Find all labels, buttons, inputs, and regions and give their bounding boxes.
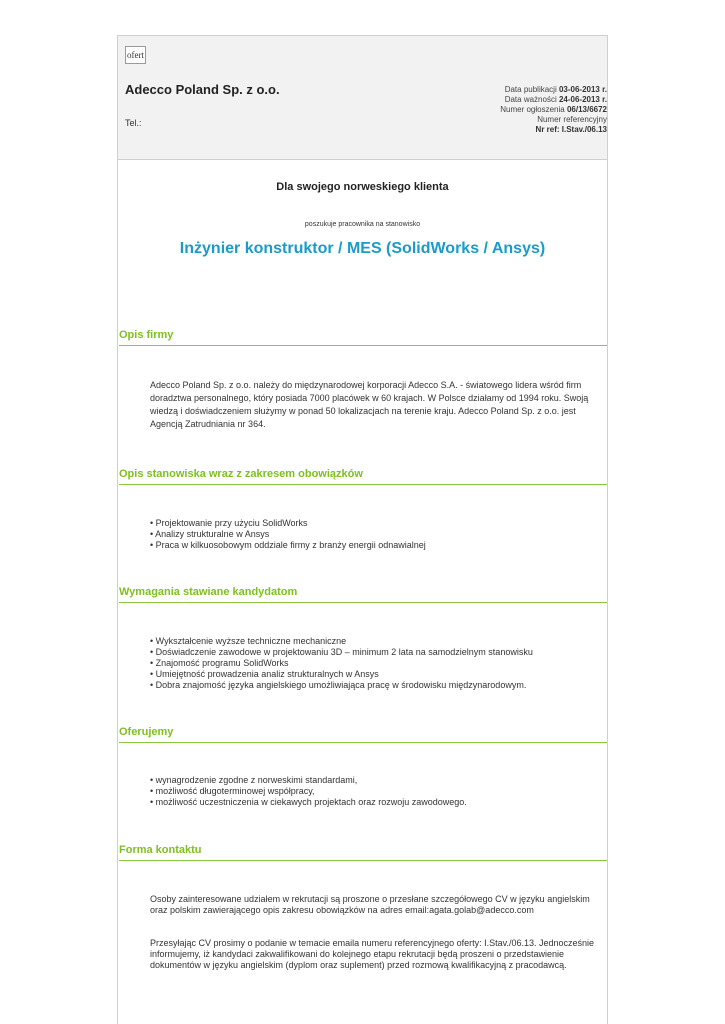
publication-date: Data publikacji 03-06-2013 r. (504, 85, 607, 94)
list-item: • możliwość uczestniczenia w ciekawych projektach oraz rozwoju zawodowego. (150, 797, 605, 808)
offer-list (150, 775, 605, 808)
list-item: • Umiejętność prowadzenia analiz strukturalnych w Ansys (150, 669, 605, 680)
section-title-company: Opis firmy (119, 329, 607, 346)
section-title-requirements: Wymagania stawiane kandydatom (119, 586, 607, 603)
job-title: Inżynier konstruktor / MES (SolidWorks / Ansys) (179, 240, 546, 257)
list-item: • Analizy strukturalne w Ansys (150, 529, 605, 540)
offer-number: Numer ogłoszenia 06/13/6672 (500, 105, 607, 114)
company-name: Adecco Poland Sp. z o.o. (125, 82, 280, 97)
ofert-logo: ofert (125, 46, 146, 64)
list-item: • Projektowanie przy użyciu SolidWorks (150, 518, 605, 529)
section-title-contact: Forma kontaktu (119, 844, 607, 861)
requirements-list (150, 636, 605, 691)
client-heading: Dla swojego norweskiego klienta (276, 181, 449, 193)
seeks-text: poszukuje pracownika na stanowisko (304, 221, 421, 228)
section-title-offer: Oferujemy (119, 726, 607, 743)
list-item: • Doświadczenie zawodowe w projektowaniu 3D – minimum 2 lata na samodzielnym stanowisku (150, 647, 605, 658)
list-item: • wynagrodzenie zgodne z norweskimi standardami, (150, 775, 605, 786)
reference-label: Numer referencyjny (537, 115, 607, 124)
list-item: • Dobra znajomość języka angielskiego umożliwiająca pracę w środowisku międzynarodowym. (150, 680, 605, 691)
list-item: • możliwość długoterminowej współpracy, (150, 786, 605, 797)
reference-number: Nr ref: I.Stav./06.13 (535, 125, 607, 134)
duties-list (150, 518, 605, 551)
offer-meta (407, 85, 607, 135)
list-item: • Praca w kilkuosobowym oddziale firmy z branży energii odnawialnej (150, 540, 605, 551)
expiry-date: Data ważności 24-06-2013 r. (504, 95, 607, 104)
company-description: Adecco Poland Sp. z o.o. należy do międzynarodowej korporacji Adecco S.A. - światowego lidera wśród firm doradztwa personalnego, który posiada 7000 placówek w 60 krajach. W Polsce działamy od 1994 roku. Swoją wiedzą i doświadczeniem służymy w ponad 50 lokalizacjach na terenie kraju. Adecco Poland Sp. z o.o. jest Agencją Zatrudniania nr 364. (150, 380, 589, 429)
section-title-duties: Opis stanowiska wraz z zakresem obowiązków (119, 468, 607, 485)
list-item: • Znajomość programu SolidWorks (150, 658, 605, 669)
contact-paragraph-2: Przesyłając CV prosimy o podanie w temacie emaila numeru referencyjnego oferty: I.Stav./06.13. Jednocześnie informujemy, iż kandydaci zakwalifikowani do kolejnego etapu rekrutacji będą proszeni o przedstawienie dokumentów w języku angielskim (dyplom oraz suplement) przed rozmową kwalifikacyjną z pracodawcą. (150, 938, 595, 970)
phone-label: Tel.: (125, 118, 142, 128)
offer-document (117, 35, 608, 1024)
list-item: • Wykształcenie wyższe techniczne mechaniczne (150, 636, 605, 647)
contact-paragraph: Osoby zainteresowane udziałem w rekrutacji są proszone o przesłane szczegółowego CV w języku angielskim oraz polskim zawierającego opis zakresu obowiązków na adres email:agata.golab@adecco.com (150, 894, 590, 915)
offer-header (118, 36, 607, 160)
